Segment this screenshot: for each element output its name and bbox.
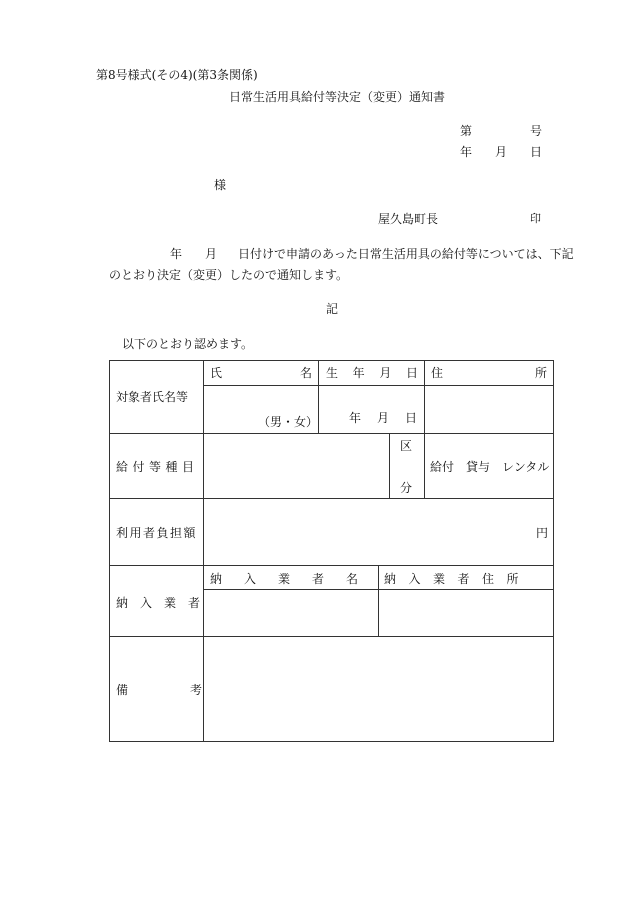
row-divider <box>110 565 553 566</box>
row-divider <box>110 636 553 637</box>
vendor-name-header: 納入業者名 <box>210 572 381 586</box>
vendor-label: 納入業者 <box>116 596 213 610</box>
column-divider <box>424 361 425 499</box>
document-title: 日常生活用具給付等決定（変更）通知書 <box>229 90 446 104</box>
kubun-top: 区 <box>400 439 413 453</box>
date-month: 月 <box>495 145 508 159</box>
seal-mark: 印 <box>530 212 541 225</box>
address-header: 住 所 <box>431 366 547 380</box>
row-divider <box>110 433 553 434</box>
column-divider <box>318 361 319 433</box>
kubun-options[interactable]: 給付 貸与 レンタル <box>430 460 550 474</box>
body-text-line2: のとおり決定（変更）したので通知します。 <box>109 268 349 282</box>
name-header: 氏 名 <box>210 366 312 380</box>
gender-field[interactable]: （男・女） <box>258 415 319 429</box>
date-year: 年 <box>460 145 473 159</box>
birthdate-field[interactable]: 年 月 日 <box>349 411 417 425</box>
vendor-address-header: 納入業者住所 <box>384 572 532 586</box>
item-label: 給付等種目 <box>116 460 199 474</box>
birthdate-header: 生 年 月 日 <box>326 366 418 380</box>
body-text-line1: 日付けで申請のあった日常生活用具の給付等については、下記 <box>238 247 574 261</box>
kubun-bottom: 分 <box>400 481 413 495</box>
burden-label: 利用者負担額 <box>116 526 198 540</box>
column-divider <box>389 434 390 499</box>
form-number: 第8号様式(その4)(第3条関係) <box>96 68 258 82</box>
date-day: 日 <box>530 145 543 159</box>
remarks-label: 備考 <box>116 683 265 697</box>
addressee-suffix: 様 <box>214 178 227 192</box>
subject-label: 対象者氏名等 <box>116 390 189 404</box>
yen-unit: 円 <box>536 526 549 540</box>
number-prefix: 第 <box>460 124 473 138</box>
intro-text: 以下のとおり認めます。 <box>122 337 254 351</box>
sender-name: 屋久島町長 <box>378 212 439 226</box>
ki-label: 記 <box>326 302 339 316</box>
number-suffix: 号 <box>530 124 543 138</box>
header-divider <box>204 385 553 386</box>
body-month: 月 <box>205 247 218 261</box>
body-year: 年 <box>170 247 183 261</box>
row-divider <box>110 498 553 499</box>
